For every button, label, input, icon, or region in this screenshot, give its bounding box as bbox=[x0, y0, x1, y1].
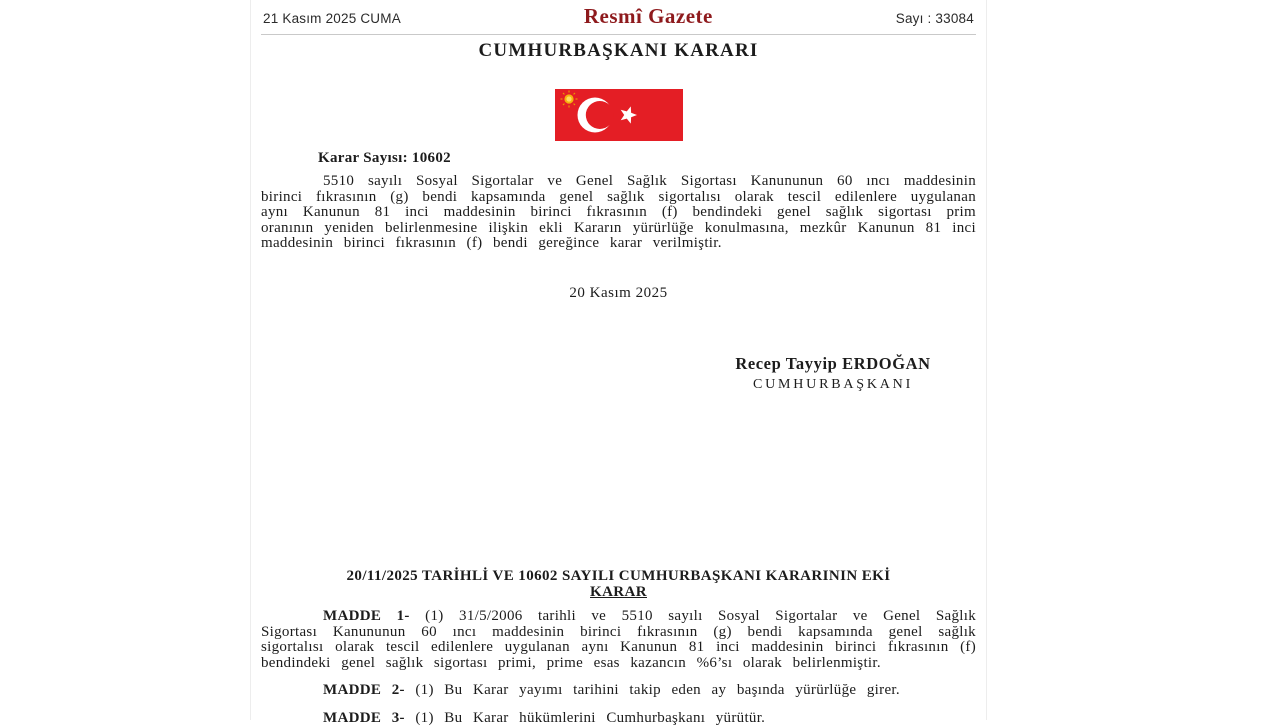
gazette-page bbox=[250, 0, 987, 726]
annex-heading bbox=[261, 568, 976, 601]
article-3-paragraph bbox=[261, 711, 976, 727]
annex-heading-line2: KARAR bbox=[590, 584, 647, 601]
issue-date: 21 Kasım 2025 CUMA bbox=[263, 11, 401, 26]
gazette-masthead bbox=[261, 0, 976, 35]
article-1-paragraph bbox=[261, 609, 976, 671]
article-2-paragraph bbox=[261, 683, 976, 699]
issue-number: Sayı : 33084 bbox=[895, 11, 974, 26]
annex-articles bbox=[261, 609, 976, 727]
signatory-title: CUMHURBAŞKANI bbox=[752, 376, 914, 392]
article-3-text: (1) Bu Karar hükümlerini Cumhurbaşkanı yürütür. bbox=[404, 709, 766, 726]
article-1-label: MADDE 1- bbox=[323, 607, 410, 624]
flag-field bbox=[555, 89, 683, 141]
article-1-text: (1) 31/5/2006 tarihli ve 5510 sayılı Sosyal Sigortalar ve Genel Sağlık Sigortası Kanununun 60 ıncı maddesinin birinci fıkrasının (g) bendi kapsamında genel sağlık sigortalısı olarak tescil edilenlere uygulanan aynı Kanunun 81 inci maddesinin birinci fıkrasının (f) bendindeki genel sağlık sigortası primi, prime esas kazancın %6’sı olarak belirlenmiştir. bbox=[261, 607, 976, 671]
turkish-flag-icon bbox=[555, 89, 683, 141]
decree-number: Karar Sayısı: 10602 bbox=[318, 150, 451, 166]
signatory-name: Recep Tayyip ERDOĞAN bbox=[735, 353, 931, 373]
article-3-label: MADDE 3- bbox=[323, 709, 405, 726]
decree-body-paragraph: 5510 sayılı Sosyal Sigortalar ve Genel Sağlık Sigortası Kanununun 60 ıncı maddesinin birinci fıkrasının (g) bendi kapsamında genel sağlık sigortalısı olarak tescil edilenlere uygulanan aynı Kanunun 81 inci maddesinin birinci fıkrasının (f) bendindeki genel sağlık sigortası prim oranının yeniden belirlenmesine ilişkin ekli Kararın yürürlüğe konulmasına, mezkûr Kanunun 81 inci maddesinin birinci fıkrasının (f) bendi gereğince karar verilmiştir. bbox=[261, 173, 976, 252]
article-2-text: (1) Bu Karar yayımı tarihini takip eden ay başında yürürlüğe girer. bbox=[404, 682, 900, 699]
signature-block bbox=[673, 354, 993, 393]
decree-title: CUMHURBAŞKANI KARARI bbox=[478, 40, 759, 61]
gazette-title: Resmî Gazete bbox=[583, 4, 713, 28]
decree-date: 20 Kasım 2025 bbox=[569, 284, 668, 301]
article-2-label: MADDE 2- bbox=[323, 682, 405, 699]
annex-heading-line1: 20/11/2025 TARİHLİ VE 10602 SAYILI CUMHURBAŞKANI KARARININ EKİ bbox=[346, 567, 891, 584]
